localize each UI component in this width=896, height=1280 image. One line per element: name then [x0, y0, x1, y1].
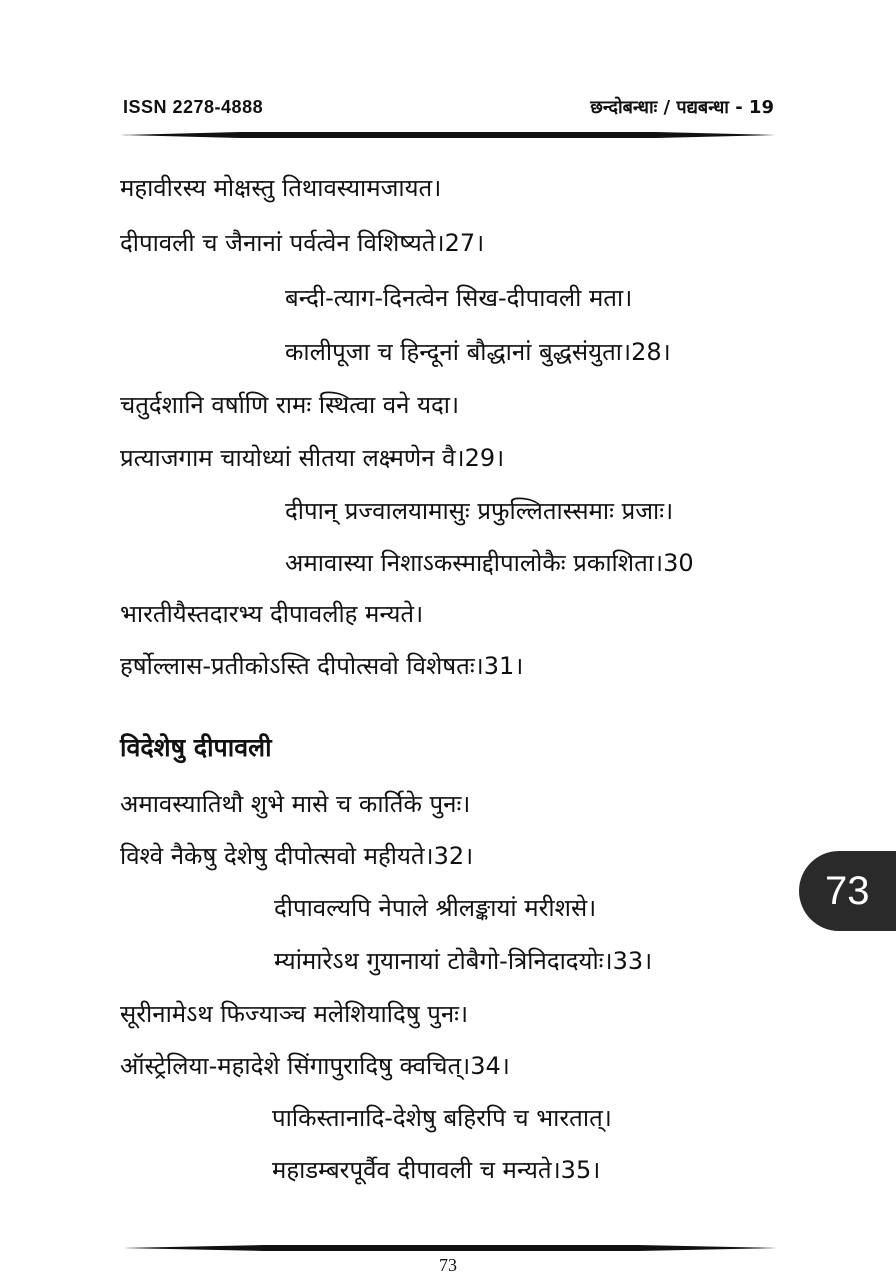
verse-line: प्रत्याजगाम चायोध्यां सीतया लक्ष्मणेन वै।29।	[120, 444, 505, 472]
verse-line: म्यांमारेऽथ गुयानायां टोबैगो-त्रिनिदादयोः।33।	[274, 947, 653, 975]
verse-line: चतुर्दशानि वर्षाणि रामः स्थित्वा वने यदा।	[120, 391, 460, 419]
page-number: 73	[439, 1255, 457, 1275]
verse-line: कालीपूजा च हिन्दूनां बौद्धानां बुद्धसंयुता।28।	[285, 338, 671, 366]
verse-line: महावीरस्य मोक्षस्तु तिथावस्यामजायत।	[120, 174, 442, 202]
issn-number: ISSN 2278-4888	[123, 97, 264, 117]
verse-line: भारतीयैस्तदारभ्य दीपावलीह मन्यते।	[120, 600, 424, 628]
header-rule	[120, 131, 776, 139]
verse-line: दीपावली च जैनानां पर्वत्वेन विशिष्यते।27।	[120, 229, 485, 257]
verse-line: महाडम्बरपूर्वैव दीपावली च मन्यते।35।	[272, 1156, 601, 1184]
verse-line: पाकिस्तानादि-देशेषु बहिरपि च भारतात्।	[272, 1104, 612, 1132]
verse-line: अमावास्या निशाऽकस्माद्दीपालोकैः प्रकाशिता।30	[285, 549, 694, 577]
verse-line: ऑस्ट्रेलिया-महादेशे सिंगापुरादिषु क्वचित्।34।	[120, 1052, 510, 1080]
verse-line: बन्दी-त्याग-दिनत्वेन सिख-दीपावली मता।	[285, 284, 633, 312]
section-heading: विदेशेषु दीपावली	[120, 733, 272, 762]
verse-line: दीपावल्यपि नेपाले श्रीलङ्कायां मरीशसे।	[274, 894, 597, 922]
verse-line: हर्षोल्लास-प्रतीकोऽस्ति दीपोत्सवो विशेषतः।31।	[120, 652, 524, 680]
verse-line: अमावस्यातिथौ शुभे मासे च कार्तिके पुनः।	[120, 790, 471, 818]
page-tab-badge: 73	[799, 851, 896, 931]
journal-title: छन्दोबन्धाः / पद्यबन्धा - 19	[590, 97, 774, 118]
verse-line: दीपान् प्रज्वालयामासुः प्रफुल्लितास्समाः प्रजाः।	[285, 497, 674, 525]
verse-line: सूरीनामेऽथ फिज्याञ्च मलेशियादिषु पुनः।	[120, 1000, 469, 1028]
footer-rule	[124, 1244, 778, 1252]
verse-line: विश्वे नैकेषु देशेषु दीपोत्सवो महीयते।32।	[120, 842, 474, 870]
